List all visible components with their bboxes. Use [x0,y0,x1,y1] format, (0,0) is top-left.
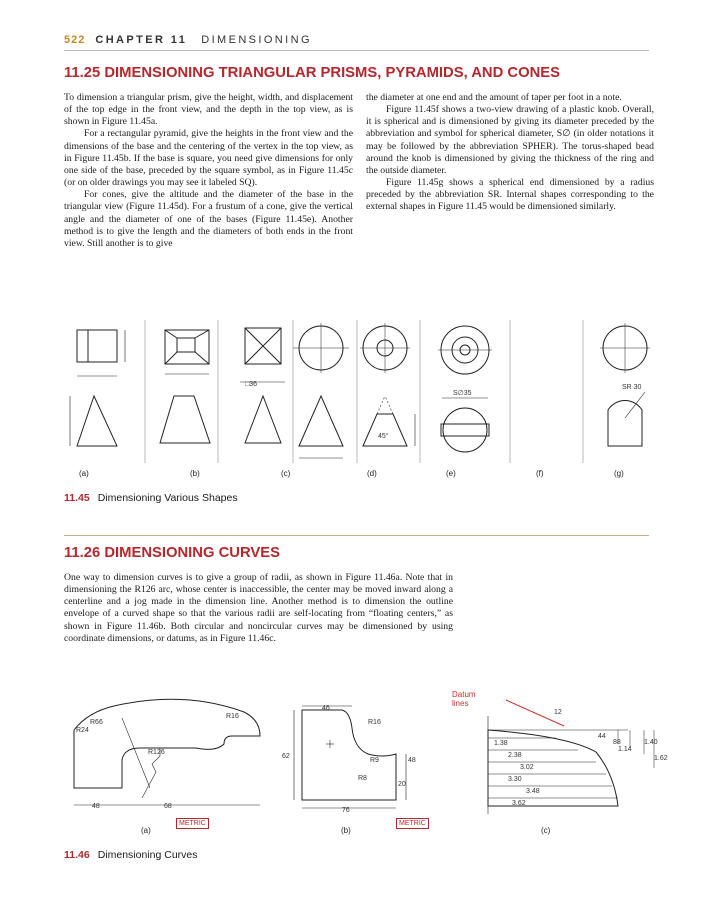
dim-1-14: 1.14 [618,746,632,753]
dim-20: 20 [398,781,406,788]
caption-text: Dimensioning Various Shapes [97,492,238,504]
section1-right-column [366,92,654,214]
figure-11-45-caption [64,492,238,504]
caption-text: Dimensioning Curves [97,849,198,861]
dim-r66: R66 [90,719,103,726]
dim-88: 88 [613,739,621,746]
dim-3-62: 3.62 [512,800,526,807]
sub-label-46a: (a) [141,826,151,835]
paragraph: To dimension a triangular prism, give the height, width, and displacement of the top edge in the front view, and the depth in the top view, as is shown in Figure 11.45a. [64,92,353,128]
dim-46: 46 [322,705,330,712]
page-number: 522 [64,34,86,46]
dim-44: 44 [598,733,606,740]
dim-sphere-rad: SR 30 [622,384,642,391]
sub-label-f: (f) [536,469,544,478]
section-divider [64,535,649,536]
sub-label-c: (c) [281,469,291,478]
dim-48b: 48 [408,757,416,764]
dim-48: 48 [92,803,100,810]
dim-square: □36 [245,381,258,388]
dim-68: 68 [164,803,172,810]
dim-62: 62 [282,753,290,760]
figure-11-46a-drawing [64,688,279,823]
paragraph: Figure 11.45g shows a spherical end dimensioned by a radius preceded by the abbreviation SR. Internal shapes corresponding to the external shapes in Figure 11.45 would be dimensioned similarly. [366,177,654,213]
paragraph: Figure 11.45f shows a two-view drawing of a plastic knob. Overall, it is spherical and is dimensioned by giving its diameter preceded by the abbreviation and symbol for spherical diameter, S∅ (in older notations it may be followed by the abbreviation SPHER). The torus-shaped bead around the knob is dimensioned by giving the thickness of the ring and the outside diameter. [366,104,654,176]
shape-b-pyramid [160,330,210,443]
shape-f-knob [438,326,492,452]
dim-3-30: 3.30 [508,776,522,783]
shape-d-cone [293,323,349,458]
running-header [64,34,312,46]
dim-76: 76 [342,807,350,814]
sub-label-d: (d) [367,469,377,478]
chapter-label: CHAPTER 11 [95,34,188,46]
dim-r16: R16 [226,713,239,720]
sub-label-e: (e) [446,469,456,478]
section2-paragraph [64,572,453,645]
section1-left-column [64,92,353,250]
metric-badge-a: METRIC [176,818,209,829]
paragraph: One way to dimension curves is to give a group of radii, as shown in Figure 11.46a. Note that in dimensioning the R126 arc, whose center is inaccessible, the center may be moved inward along a centerline and a jog made in the dimension line. Another method is to dimension the outline envelope of a curved shape so that the various radii are self-locating from “floating centers,” as shown in Figure 11.46b. Both circular and noncircular curves may be dimensioned by using coordinate dimensions, or datums, as in Figure 11.46c. [64,572,453,644]
figure-11-46c-drawing [468,688,668,823]
header-rule [64,50,649,51]
dim-angle: 45° [378,433,389,440]
shape-e-frustum [360,323,415,446]
paragraph: the diameter at one end and the amount of taper per foot in a note. [366,92,622,103]
caption-number: 11.46 [64,849,90,861]
figure-11-45-drawing [60,318,660,468]
dim-sphere-dia: S∅35 [453,390,472,397]
paragraph: For a rectangular pyramid, give the heights in the front view and the dimensions of the base and the centering of the vertex in the top view, as in Figure 11.45b. If the base is square, you need give dimensions for only one side of the base, preceded by the square symbol, as in Figure 11.45c (or on older drawings you may see it labeled SQ). [64,128,353,189]
dim-2-38: 2.38 [508,752,522,759]
section-title-11-25: 11.25 DIMENSIONING TRIANGULAR PRISMS, PYRAMIDS, AND CONES [64,65,561,81]
sub-label-a: (a) [79,469,89,478]
paragraph: For cones, give the altitude and the diameter of the base in the triangular view (Figure 11.45d). For a frustum of a cone, give the vertical angle and the diameter of one of the bases (Figure 11.45e). Another method is to give the length and the diameters of both ends in the front view. Still another is to give [64,189,353,249]
section-title-11-26: 11.26 DIMENSIONING CURVES [64,545,280,561]
sub-label-b: (b) [190,469,200,478]
shape-a-prism [70,330,125,446]
dim-r126: R126 [148,749,165,756]
dim-r9: R9 [370,757,379,764]
figure-11-46-caption [64,849,198,861]
sub-label-46c: (c) [541,826,551,835]
chapter-title: DIMENSIONING [201,34,312,46]
metric-badge-b: METRIC [396,818,429,829]
datum-lines-label: Datum lines [452,690,476,708]
caption-number: 11.45 [64,492,90,504]
dim-1-40: 1.40 [644,739,658,746]
dim-3-48: 3.48 [526,788,540,795]
dim-1-62: 1.62 [654,755,668,762]
sub-label-g: (g) [614,469,624,478]
dim-r8: R8 [358,775,367,782]
dim-1-38: 1.38 [494,740,508,747]
figure-11-46b-drawing [282,700,442,822]
sub-label-46b: (b) [341,826,351,835]
dim-r24: R24 [76,727,89,734]
dim-r16b: R16 [368,719,381,726]
dim-12: 12 [554,709,562,716]
dim-3-02: 3.02 [520,764,534,771]
